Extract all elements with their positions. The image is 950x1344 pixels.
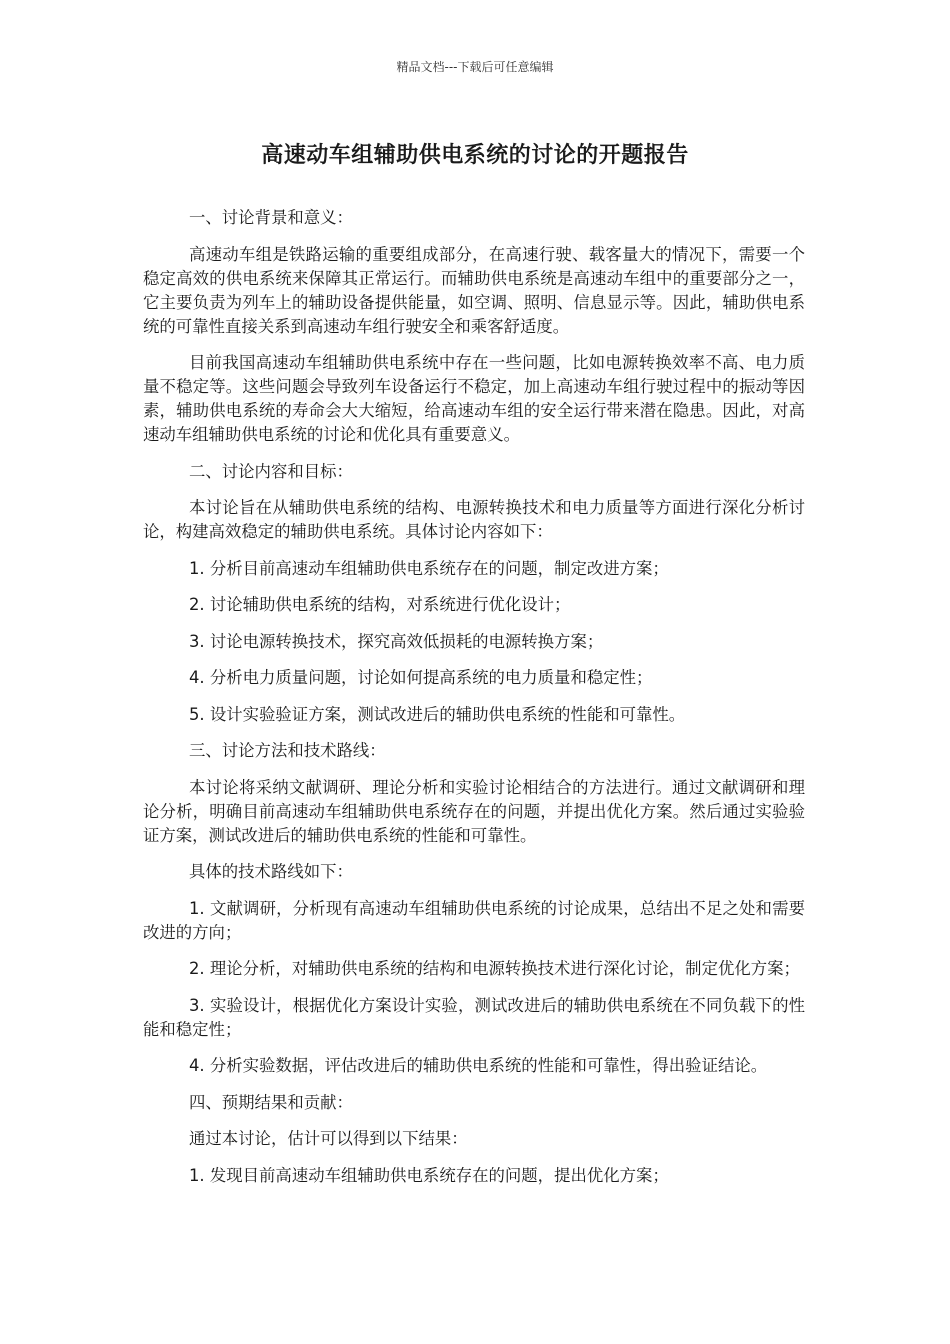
list-item: 4. 分析电力质量问题，讨论如何提高系统的电力质量和稳定性； bbox=[189, 668, 653, 687]
paragraph: 本讨论旨在从辅助供电系统的结构、电源转换技术和电力质量等方面进行深化分析讨论，构建高效稳定的辅助供电系统。具体讨论内容如下： bbox=[143, 498, 805, 541]
paragraph: 本讨论将采纳文献调研、理论分析和实验讨论相结合的方法进行。通过文献调研和理论分析，明确目前高速动车组辅助供电系统存在的问题，并提出优化方案。然后通过实验验证方案，测试改进后的辅助供电系统的性能和可靠性。 bbox=[143, 777, 805, 845]
list-item: 2. 讨论辅助供电系统的结构，对系统进行优化设计； bbox=[189, 595, 571, 614]
section-heading-background: 一、讨论背景和意义： bbox=[189, 208, 353, 227]
paragraph: 具体的技术路线如下： bbox=[189, 862, 353, 881]
list-item: 3. 实验设计，根据优化方案设计实验，测试改进后的辅助供电系统在不同负载下的性能和稳定性； bbox=[143, 995, 805, 1039]
list-item: 3. 讨论电源转换技术，探究高效低损耗的电源转换方案； bbox=[189, 631, 604, 651]
list-item: 1. 分析目前高速动车组辅助供电系统存在的问题，制定改进方案； bbox=[189, 558, 669, 578]
document-title: 高速动车组辅助供电系统的讨论的开题报告 bbox=[261, 143, 689, 168]
list-item: 4. 分析实验数据，评估改进后的辅助供电系统的性能和可靠性，得出验证结论。 bbox=[189, 1056, 768, 1075]
section-heading-method: 三、讨论方法和技术路线： bbox=[189, 741, 386, 760]
list-item: 1. 文献调研，分析现有高速动车组辅助供电系统的讨论成果，总结出不足之处和需要改进的方向； bbox=[143, 898, 805, 942]
document-body bbox=[143, 206, 805, 1200]
list-item: 2. 理论分析，对辅助供电系统的结构和电源转换技术进行深化讨论，制定优化方案； bbox=[189, 959, 800, 978]
list-item: 5. 设计实验验证方案，测试改进后的辅助供电系统的性能和可靠性。 bbox=[189, 704, 686, 724]
header-note: 精品文档---下载后可任意编辑 bbox=[396, 60, 554, 74]
paragraph: 通过本讨论，估计可以得到以下结果： bbox=[189, 1129, 468, 1148]
section-heading-results: 四、预期结果和贡献： bbox=[189, 1092, 353, 1112]
paragraph: 目前我国高速动车组辅助供电系统中存在一些问题，比如电源转换效率不高、电力质量不稳定等。这些问题会导致列车设备运行不稳定，加上高速动车组行驶过程中的振动等因素，辅助供电系统的寿命会大大缩短，给高速动车组的安全运行带来潜在隐患。因此，对高速动车组辅助供电系统的讨论和优化具有重要意义。 bbox=[143, 353, 805, 444]
list-item: 1. 发现目前高速动车组辅助供电系统存在的问题，提出优化方案； bbox=[189, 1165, 669, 1185]
section-heading-content: 二、讨论内容和目标： bbox=[189, 461, 353, 481]
paragraph: 高速动车组是铁路运输的重要组成部分，在高速行驶、载客量大的情况下，需要一个稳定高效的供电系统来保障其正常运行。而辅助供电系统是高速动车组中的重要部分之一，它主要负责为列车上的辅助设备提供能量，如空调、照明、信息显示等。因此，辅助供电系统的可靠性直接关系到高速动车组行驶安全和乘客舒适度。 bbox=[143, 244, 805, 336]
